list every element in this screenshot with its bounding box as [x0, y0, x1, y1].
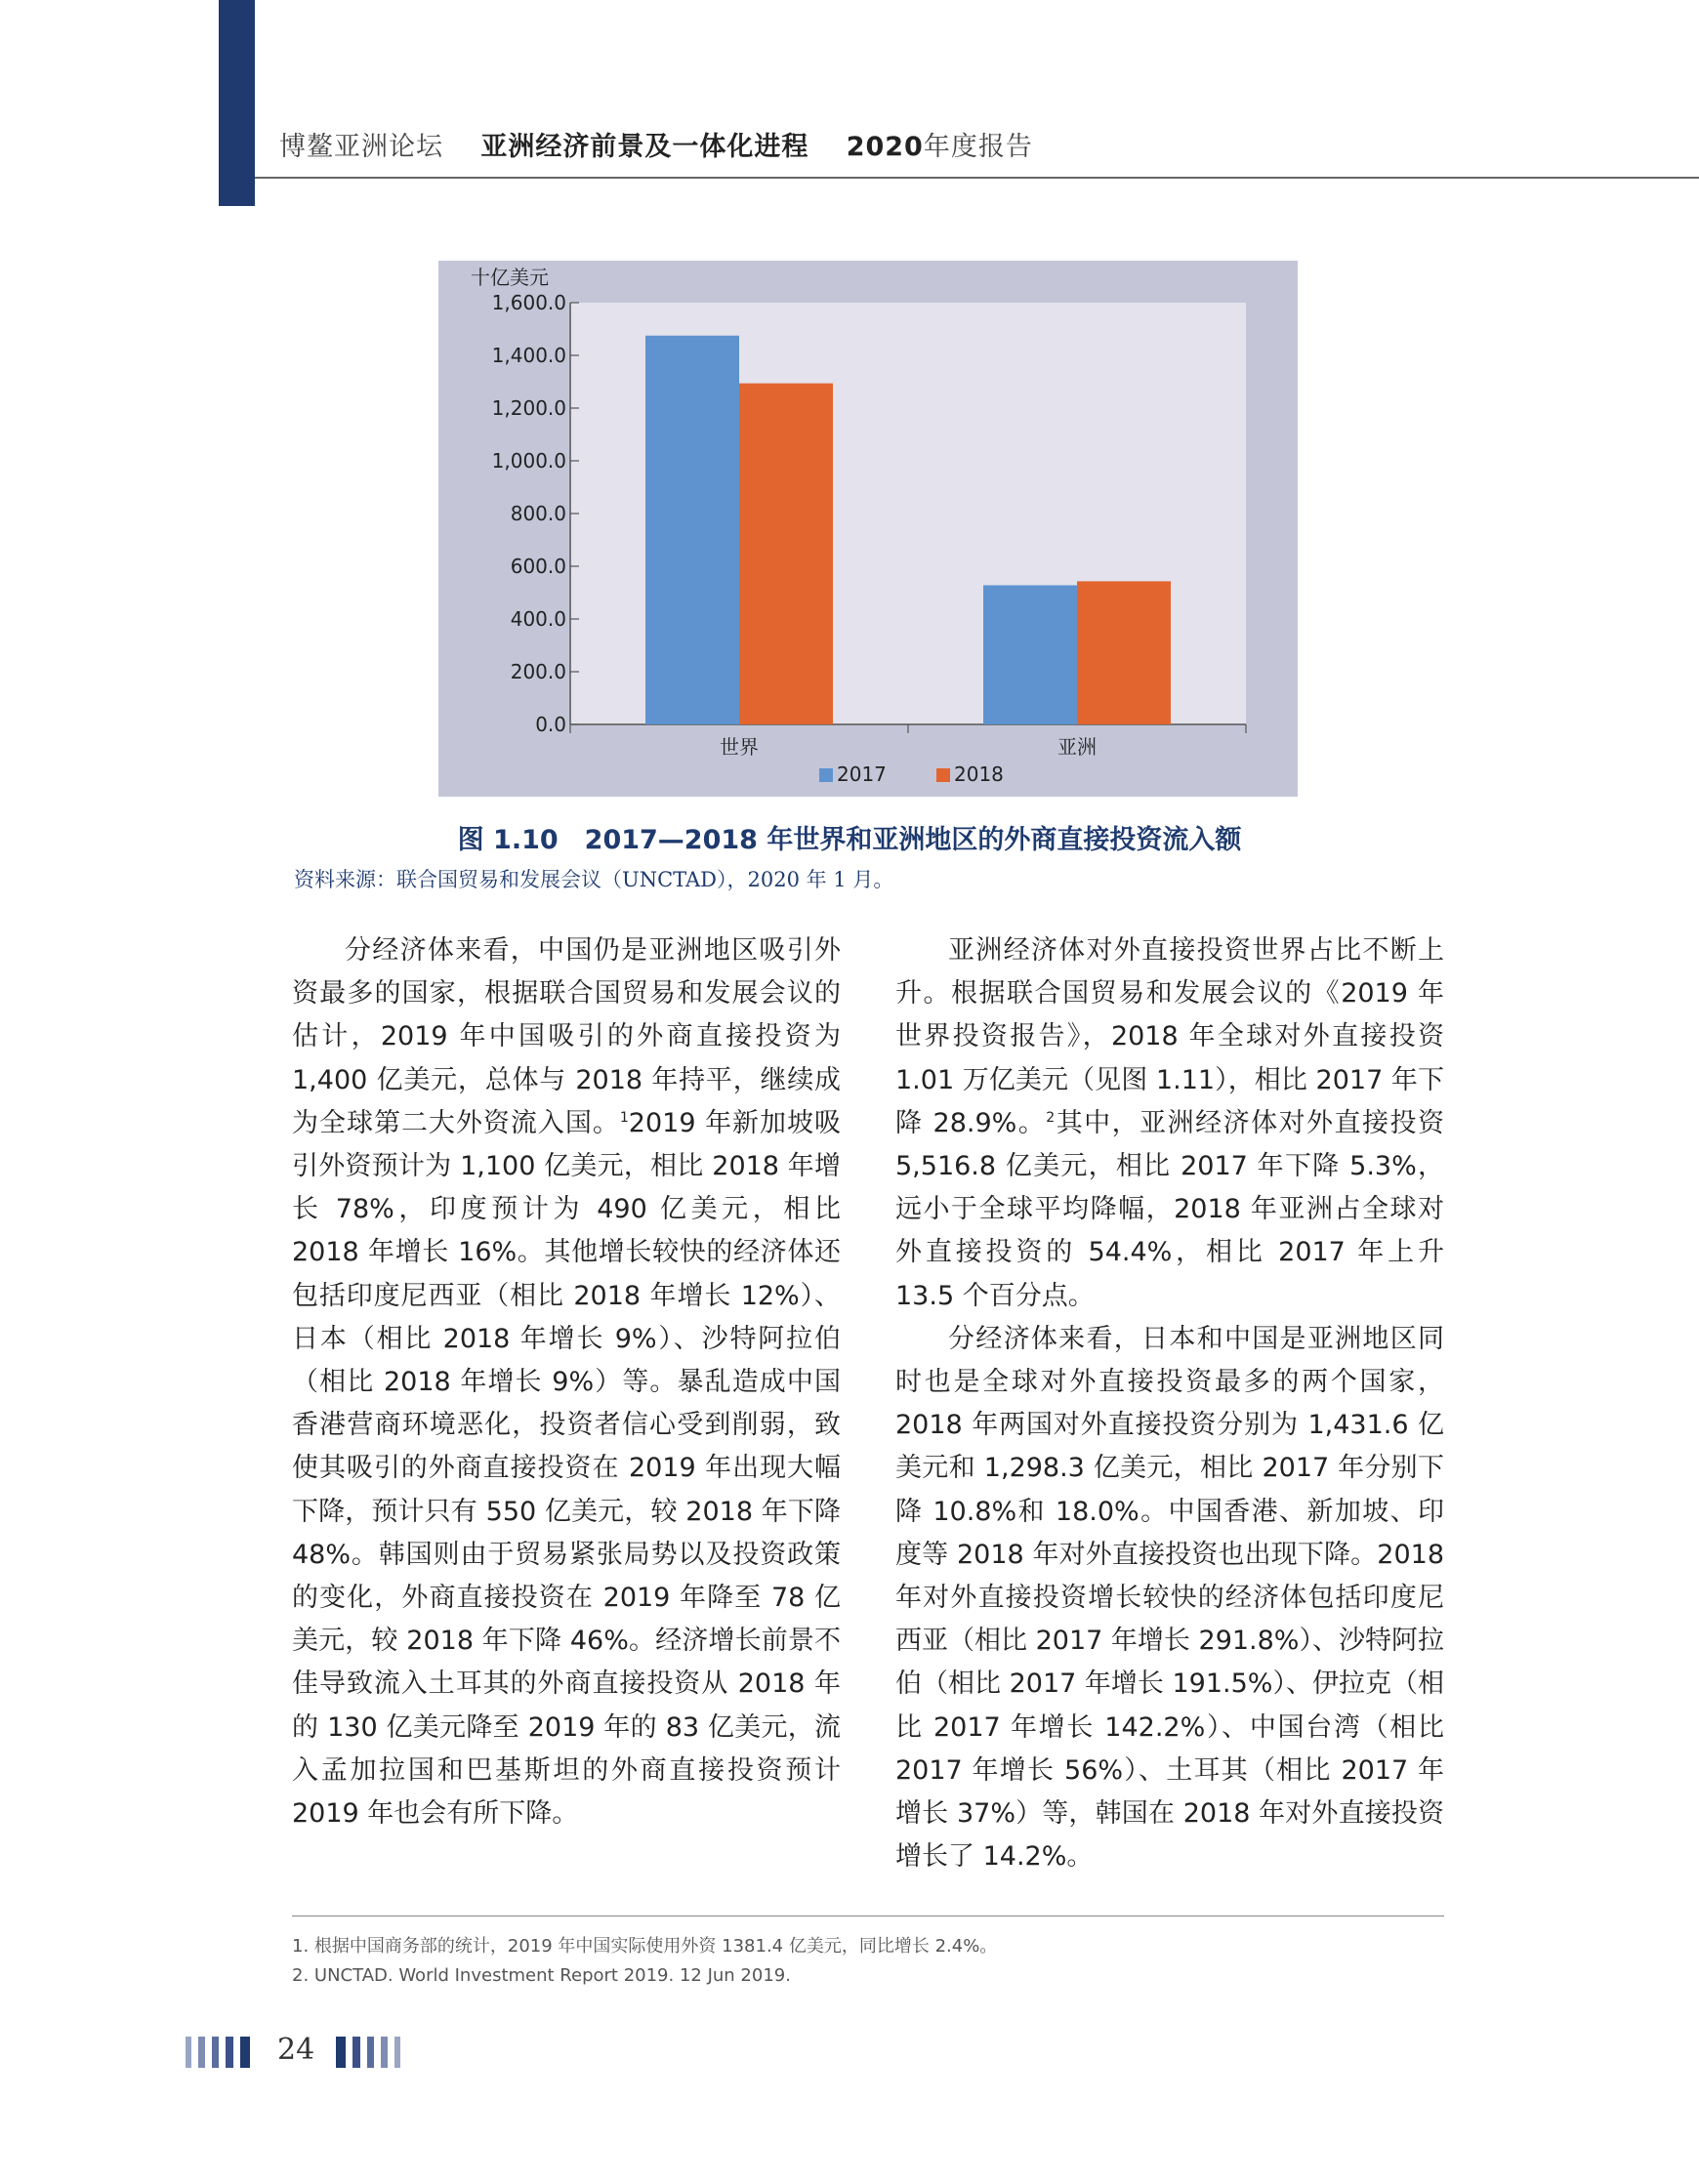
header-title: 亚洲经济前景及一体化进程 — [480, 132, 809, 162]
header-rule — [255, 177, 1699, 179]
footnote-ref-2: 2 — [1046, 1109, 1056, 1126]
y-tick-label: 400.0 — [510, 607, 566, 631]
legend-label: 2018 — [954, 762, 1004, 786]
left-column — [292, 929, 841, 1835]
header-report: 年度报告 — [923, 132, 1033, 162]
y-tick-label: 1,000.0 — [491, 449, 566, 473]
footnote-1: 1. 根据中国商务部的统计，2019 年中国实际使用外资 1381.4 亿美元，同比增长 2.4%。 — [292, 1936, 998, 1957]
bar-2018-0 — [739, 384, 833, 724]
text-run: 2019 年新加坡吸引外资预计为 1,100 亿美元，相比 2018 年增长 78%，印度预计为 490 亿美元，相比 2018 年增长 16%。其他增长较快的经济体还包括印度尼西亚（相比 2018 年增长 12%）、日本（相比 2018 年增长 9%）、沙特阿拉伯（相比 2018 年增长 9%）等。暴乱造成中国香港营商环境恶化，投资者信心受到削弱，致使其吸引的外商直接投资在 2019 年出现大幅下降，预计只有 550 亿美元，较 2018 年下降 48%。韩国则由于贸易紧张局势以及投资政策的变化，外商直接投资在 2019 年降至 78 亿美元，较 2018 年下降 46%。经济增长前景不佳导致流入土耳其的外商直接投资从 2018 年的 130 亿美元降至 2019 年的 83 亿美元，流入孟加拉国和巴基斯坦的外商直接投资预计 2019 年也会有所下降。 — [292, 1107, 842, 1830]
paragraph — [292, 929, 841, 1835]
right-column — [895, 929, 1444, 1878]
y-tick-label: 1,200.0 — [491, 396, 566, 420]
legend-label: 2017 — [837, 762, 887, 786]
bar-2017-0 — [645, 336, 739, 724]
text-run: 亚洲经济体对外直接投资世界占比不断上升。根据联合国贸易和发展会议的《2019 年世界投资报告》，2018 年全球对外直接投资 1.01 万亿美元（见图 1.11），相比 2017 年下降 28.9%。 — [895, 935, 1444, 1138]
legend — [819, 762, 1004, 786]
legend-swatch — [819, 768, 833, 782]
y-tick-label: 1,600.0 — [491, 291, 566, 314]
page-number: 24 — [277, 2033, 315, 2067]
y-tick-label: 1,400.0 — [491, 344, 566, 367]
running-header — [279, 125, 1033, 163]
y-tick-label: 200.0 — [510, 660, 566, 683]
header-forum: 博鳌亚洲论坛 — [279, 132, 443, 162]
x-category-label: 亚洲 — [1057, 735, 1097, 759]
x-categories — [720, 735, 1097, 759]
paragraph — [895, 929, 1444, 1318]
header-year: 2020 — [846, 132, 924, 162]
x-category-label: 世界 — [720, 735, 759, 759]
page-stripes-right — [336, 2037, 410, 2068]
bar-2018-1 — [1077, 581, 1171, 724]
page-stripes-left — [186, 2037, 260, 2068]
y-tick-label: 800.0 — [510, 502, 566, 525]
y-tick-label: 600.0 — [510, 555, 566, 578]
legend-swatch — [936, 768, 950, 782]
y-axis-label: 十亿美元 — [471, 266, 549, 289]
footnote-2: 2. UNCTAD. World Investment Report 2019. 12 Jun 2019. — [292, 1965, 791, 1986]
bar-2017-1 — [983, 585, 1077, 724]
bar-chart — [438, 261, 1298, 797]
figure-source: 资料来源：联合国贸易和发展会议（UNCTAD），2020 年 1 月。 — [294, 868, 894, 891]
y-tick-label: 0.0 — [535, 713, 566, 736]
text-run: 其中，亚洲经济体对外直接投资 5,516.8 亿美元，相比 2017 年下降 5.3%，远小于全球平均降幅，2018 年亚洲占全球对外直接投资的 54.4%，相比 2017 年上升 13.5 个百分点。 — [895, 1107, 1444, 1311]
figure-caption: 图 1.10 2017—2018 年世界和亚洲地区的外商直接投资流入额 — [457, 825, 1242, 855]
bars — [645, 336, 1171, 724]
text-run: 分经济体来看，中国仍是亚洲地区吸引外资最多的国家，根据联合国贸易和发展会议的估计，2019 年中国吸引的外商直接投资为 1,400 亿美元，总体与 2018 年持平，继续成为全球第二大外资流入国。 — [292, 935, 841, 1138]
header-accent-bar — [219, 0, 255, 206]
paragraph: 分经济体来看，日本和中国是亚洲地区同时也是全球对外直接投资最多的两个国家，2018 年两国对外直接投资分别为 1,431.6 亿美元和 1,298.3 亿美元，相比 2017 年分别下降 10.8%和 18.0%。中国香港、新加坡、印度等 2018 年对外直接投资也出现下降。2018 年对外直接投资增长较快的经济体包括印度尼西亚（相比 2017 年增长 291.8%）、沙特阿拉伯（相比 2017 年增长 191.5%）、伊拉克（相比 2017 年增长 142.2%）、中国台湾（相比 2017 年增长 56%）、土耳其（相比 2017 年增长 37%）等，韩国在 2018 年对外直接投资增长了 14.2%。 — [895, 1323, 1444, 1873]
footnote-ref-1: 1 — [619, 1109, 629, 1126]
